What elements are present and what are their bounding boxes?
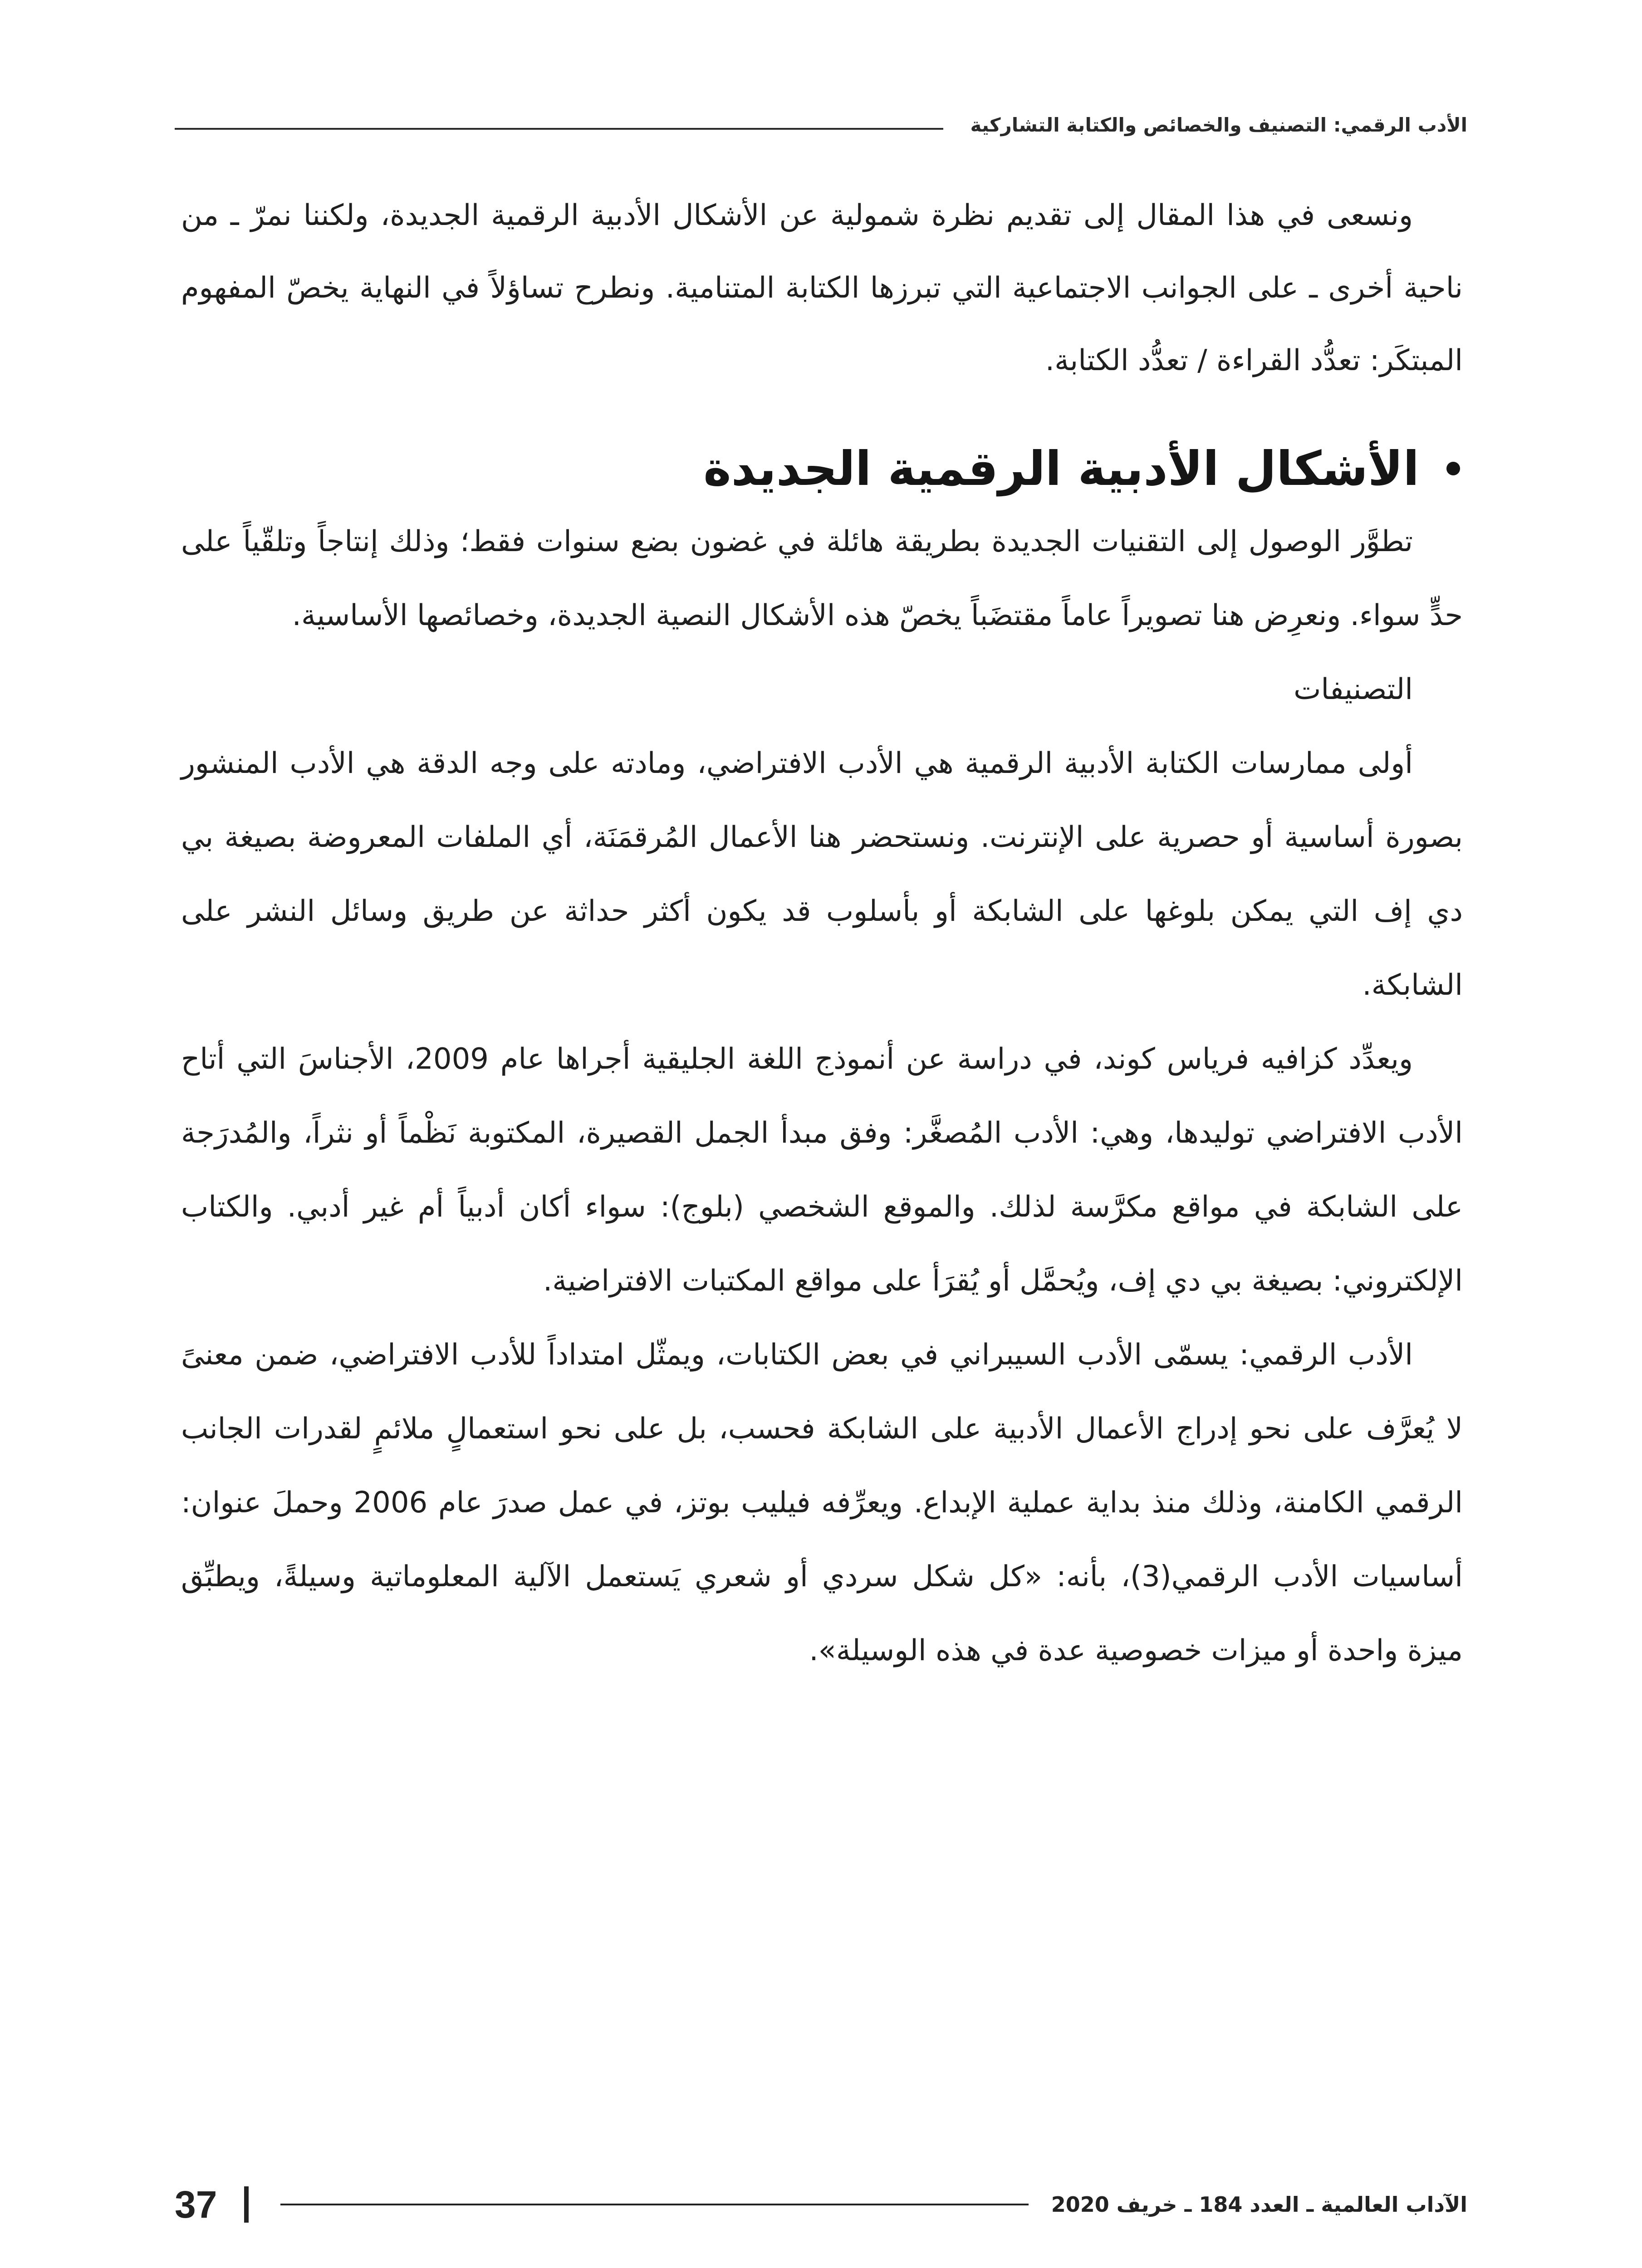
section-heading-text: الأشكال الأدبية الرقمية الجديدة — [703, 441, 1419, 496]
paragraph-1: تطوَّر الوصول إلى التقنيات الجديدة بطريقة هائلة في غضون بضع سنوات فقط؛ وذلك إنتاجاً وتلقّياً على حدٍّ سواء. ونعرِض هنا تصويراً عاماً مقتضَباً يخصّ هذه الأشكال النصية الجديدة، وخصائصها الأساسية. — [181, 525, 1463, 632]
footer-separator — [244, 2186, 249, 2223]
page-footer — [175, 2180, 1467, 2229]
running-header — [175, 104, 1467, 145]
journal-issue: الآداب العالمية ـ العدد 184 ـ خريف 2020 — [1051, 2192, 1467, 2217]
footer-rule — [280, 2204, 1028, 2205]
running-title: الأدب الرقمي: التصنيف والخصائص والكتابة التشاركية — [970, 113, 1467, 136]
intro-paragraph: ونسعى في هذا المقال إلى تقديم نظرة شمولية عن الأشكال الأدبية الرقمية الجديدة، ولكننا نمرّ ـ من ناحية أخرى ـ على الجوانب الاجتماعية التي تبرزها الكتابة المتنامية. ونطرح تساؤلاً في النهاية يخصّ المفهوم المبتكَر: تعدُّد القراءة / تعدُّد الكتابة. — [181, 199, 1463, 377]
body-text — [181, 179, 1463, 1688]
paragraph-2: أولى ممارسات الكتابة الأدبية الرقمية هي الأدب الافتراضي، ومادته على وجه الدقة هي الأدب المنشور بصورة أساسية أو حصرية على الإنترنت. ونستحضر هنا الأعمال المُرقمَنَة، أي الملفات المعروضة بصيغة بي دي إف التي يمكن بلوغها على الشابكة أو بأسلوب قد يكون أكثر حداثة عن طريق وسائل النشر على الشابكة. — [181, 747, 1463, 1002]
paragraph-3: ويعدِّد كزافيه فرياس كوند، في دراسة عن أنموذج اللغة الجليقية أجراها عام 2009، الأجناسَ التي أتاح الأدب الافتراضي توليدها، وهي: الأدب المُصغَّر: وفق مبدأ الجمل القصيرة، المكتوبة نَظْماً أو نثراً، والمُدرَجة على الشابكة في مواقع مكرَّسة لذلك. والموقع الشخصي (بلوج): سواء أكان أدبياً أم غير أدبي. والكتاب الإلكتروني: بصيغة بي دي إف، ويُحمَّل أو يُقرَأ على مواقع المكتبات الافتراضية. — [181, 1042, 1463, 1298]
paragraph-4: الأدب الرقمي: يسمّى الأدب السيبراني في بعض الكتابات، ويمثّل امتداداً للأدب الافتراضي، ضمن معنىً لا يُعرَّف على نحو إدراج الأعمال الأدبية على الشابكة فحسب، بل على نحو استعمالٍ ملائمٍ لقدرات الجانب الرقمي الكامنة، وذلك منذ بداية عملية الإبداع. ويعرِّفه فيليب بوتز، في عمل صدرَ عام 2006 وحملَ عنوان: أساسيات الأدب الرقمي(3)، بأنه: «كل شكل سردي أو شعري يَستعمل الآلية المعلوماتية وسيلةً، ويطبِّق ميزة واحدة أو ميزات خصوصية عدة في هذه الوسيلة». — [181, 1338, 1463, 1667]
subheading: التصنيفات — [1294, 673, 1413, 706]
page-number: 37 — [175, 2183, 217, 2226]
section-heading — [181, 432, 1463, 505]
bullet-icon — [1446, 462, 1460, 475]
header-rule — [175, 128, 943, 130]
